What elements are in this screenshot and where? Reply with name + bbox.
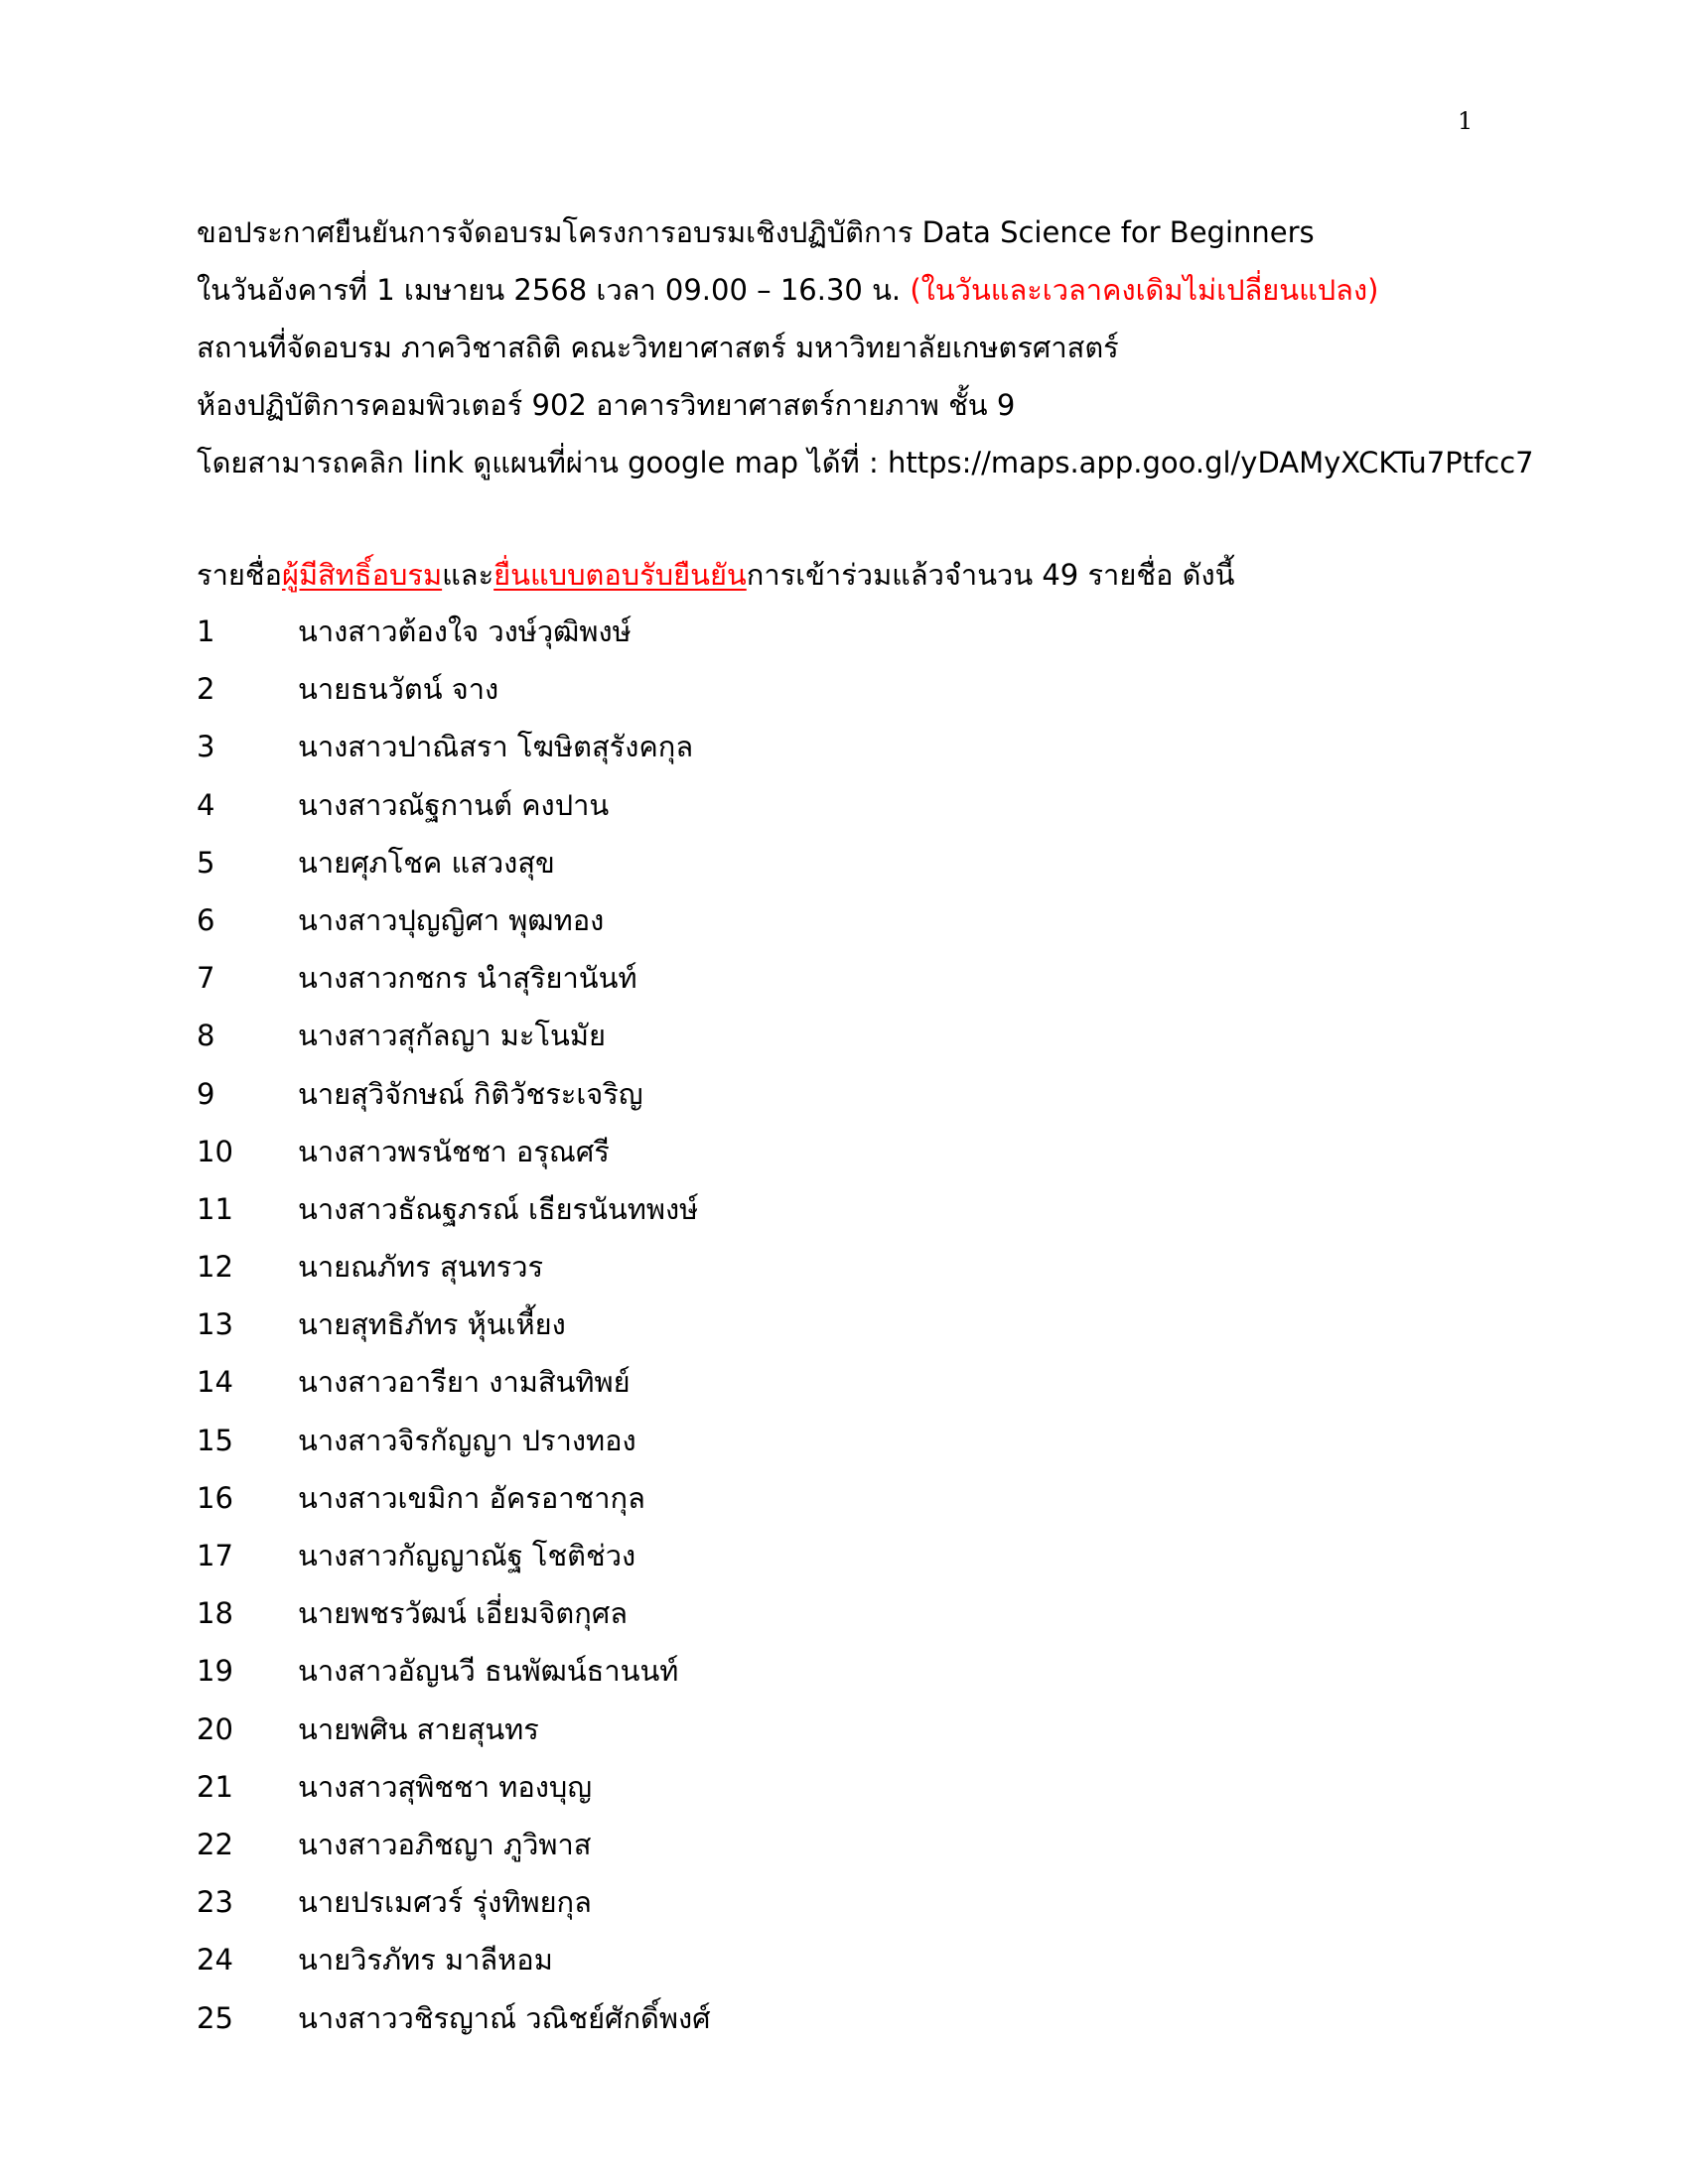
participant-name: นางสาวกัญญาณัฐ โชติช่วง — [298, 1539, 636, 1572]
participant-number: 20 — [197, 1711, 233, 1746]
participant-name: นายวิรภัทร มาลีหอม — [298, 1943, 553, 1978]
participant-name: นางสาวต้องใจ วงษ์วุฒิพงษ์ — [298, 614, 632, 648]
participant-number: 8 — [197, 1019, 215, 1053]
participant-number: 21 — [197, 1769, 233, 1804]
participant-number: 7 — [197, 961, 215, 996]
participant-number: 14 — [197, 1365, 233, 1400]
participant-name: นายณภัทร สุนทรวร — [298, 1250, 544, 1285]
participant-number: 12 — [197, 1250, 233, 1285]
participant-number: 3 — [197, 730, 215, 764]
list-item — [197, 1180, 1507, 1238]
announcement-room: ห้องปฏิบัติการคอมพิวเตอร์ 902 อาคารวิทยาศาสตร์กายภาพ ชั้น 9 — [197, 388, 1016, 422]
list-item — [197, 1065, 1507, 1123]
list-item — [197, 1873, 1507, 1931]
participant-name: นางสาวธัณฐภรณ์ เธียรนันทพงษ์ — [298, 1191, 699, 1226]
eligible-highlight: ผู้มีสิทธิ์อบรม — [281, 558, 443, 592]
participant-name: นายศุภโชค แสวงสุข — [298, 845, 555, 880]
participant-name: นางสาวปุญญิศา พุฒทอง — [298, 902, 605, 937]
participant-name: นางสาวอัญนวี ธนพัฒน์ธานนท์ — [298, 1654, 679, 1689]
participant-number: 17 — [197, 1539, 233, 1572]
participant-name: นางสาวอภิชญา ภูวิพาส — [298, 1827, 592, 1861]
participant-number: 2 — [197, 672, 215, 707]
list-item — [197, 1701, 1507, 1758]
participant-number: 9 — [197, 1076, 215, 1111]
list-intro-prefix: รายชื่อ — [197, 558, 282, 592]
list-item — [197, 1353, 1507, 1411]
participant-name: นางสาววชิรญาณ์ วณิชย์ศักดิ์พงศ์ — [298, 2000, 711, 2035]
participant-name: นายสุทธิภัทร หุ้นเหี้ยง — [298, 1307, 566, 1342]
participant-name: นายปรเมศวร์ รุ่งทิพยกุล — [298, 1885, 592, 1920]
list-item — [197, 834, 1507, 891]
participant-name: นางสาวจิรกัญญา ปรางทอง — [298, 1423, 636, 1457]
participant-number: 24 — [197, 1943, 233, 1978]
participant-name: นายธนวัตน์ จาง — [298, 672, 499, 707]
list-item — [197, 603, 1507, 660]
list-item — [197, 1931, 1507, 1988]
participant-number: 5 — [197, 845, 215, 880]
participant-number: 13 — [197, 1307, 233, 1342]
list-intro-suffix: การเข้าร่วมแล้วจำนวน 49 รายชื่อ ดังนี้ — [746, 558, 1235, 592]
confirmed-highlight: ยื่นแบบตอบรับยืนยัน — [493, 558, 747, 592]
participant-name: นางสาวปาณิสรา โฆษิตสุรังคกุล — [298, 730, 694, 764]
participant-number: 19 — [197, 1654, 233, 1689]
announcement-date — [197, 261, 1507, 319]
participant-name: นายสุวิจักษณ์ กิติวัชระเจริญ — [298, 1076, 643, 1111]
participant-number: 18 — [197, 1596, 233, 1631]
participant-name: นายพชรวัฒน์ เอี่ยมจิตกุศล — [298, 1596, 628, 1631]
participant-name: นางสาวพรนัชชา อรุณศรี — [298, 1134, 610, 1168]
participant-name: นายพศิน สายสุนทร — [298, 1711, 539, 1746]
list-item — [197, 1412, 1507, 1469]
list-item — [197, 1758, 1507, 1816]
announcement-venue: สถานที่จัดอบรม ภาควิชาสถิติ คณะวิทยาศาสตร์ มหาวิทยาลัยเกษตรศาสตร์ — [197, 331, 1119, 364]
list-item — [197, 1989, 1507, 2047]
participant-name: นางสาวอารียา งามสินทิพย์ — [298, 1365, 631, 1400]
list-item — [197, 776, 1507, 834]
participant-name: นางสาวณัฐกานต์ คงปาน — [298, 787, 610, 822]
participant-name: นางสาวสุพิชชา ทองบุญ — [298, 1769, 593, 1804]
list-intro — [197, 546, 1507, 604]
announcement-title: ขอประกาศยืนยันการจัดอบรมโครงการอบรมเชิงปฏิบัติการ Data Science for Beginners — [197, 215, 1315, 249]
list-item — [197, 1816, 1507, 1873]
list-item — [197, 1469, 1507, 1527]
list-item — [197, 1007, 1507, 1064]
list-item — [197, 1238, 1507, 1296]
participant-number: 25 — [197, 2000, 233, 2035]
list-item — [197, 891, 1507, 949]
date-time-text: ในวันอังคารที่ 1 เมษายน 2568 เวลา 09.00 – 16.30 น. — [197, 273, 902, 307]
unchanged-note: (ในวันและเวลาคงเดิมไม่เปลี่ยนแปลง) — [910, 273, 1379, 307]
list-item — [197, 1642, 1507, 1700]
list-item — [197, 1527, 1507, 1584]
participant-number: 6 — [197, 902, 215, 937]
list-intro-and: และ — [442, 558, 494, 592]
participant-number: 23 — [197, 1885, 233, 1920]
list-item — [197, 1584, 1507, 1642]
participant-number: 15 — [197, 1423, 233, 1457]
participant-name: นางสาวกชกร นำสุริยานันท์ — [298, 961, 637, 996]
announcement-map-link: โดยสามารถคลิก link ดูแผนที่ผ่าน google map ได้ที่ : https://maps.app.goo.gl/yDAMyXCKTu7Ptfcc7 — [197, 446, 1534, 479]
list-item — [197, 1123, 1507, 1180]
participant-name: นางสาวสุกัลญา มะโนมัย — [298, 1019, 606, 1053]
participant-number: 16 — [197, 1480, 233, 1515]
list-item — [197, 660, 1507, 718]
participant-number: 11 — [197, 1191, 233, 1226]
participant-name: นางสาวเขมิกา อัครอาชากุล — [298, 1480, 645, 1515]
participant-list — [197, 603, 1507, 2047]
list-item — [197, 718, 1507, 775]
participant-number: 1 — [197, 614, 215, 648]
announcement — [197, 204, 1534, 491]
participant-number: 10 — [197, 1134, 233, 1168]
page-number: 1 — [1458, 107, 1474, 135]
list-item — [197, 949, 1507, 1007]
participant-number: 22 — [197, 1827, 233, 1861]
participant-number: 4 — [197, 787, 215, 822]
list-item — [197, 1296, 1507, 1353]
